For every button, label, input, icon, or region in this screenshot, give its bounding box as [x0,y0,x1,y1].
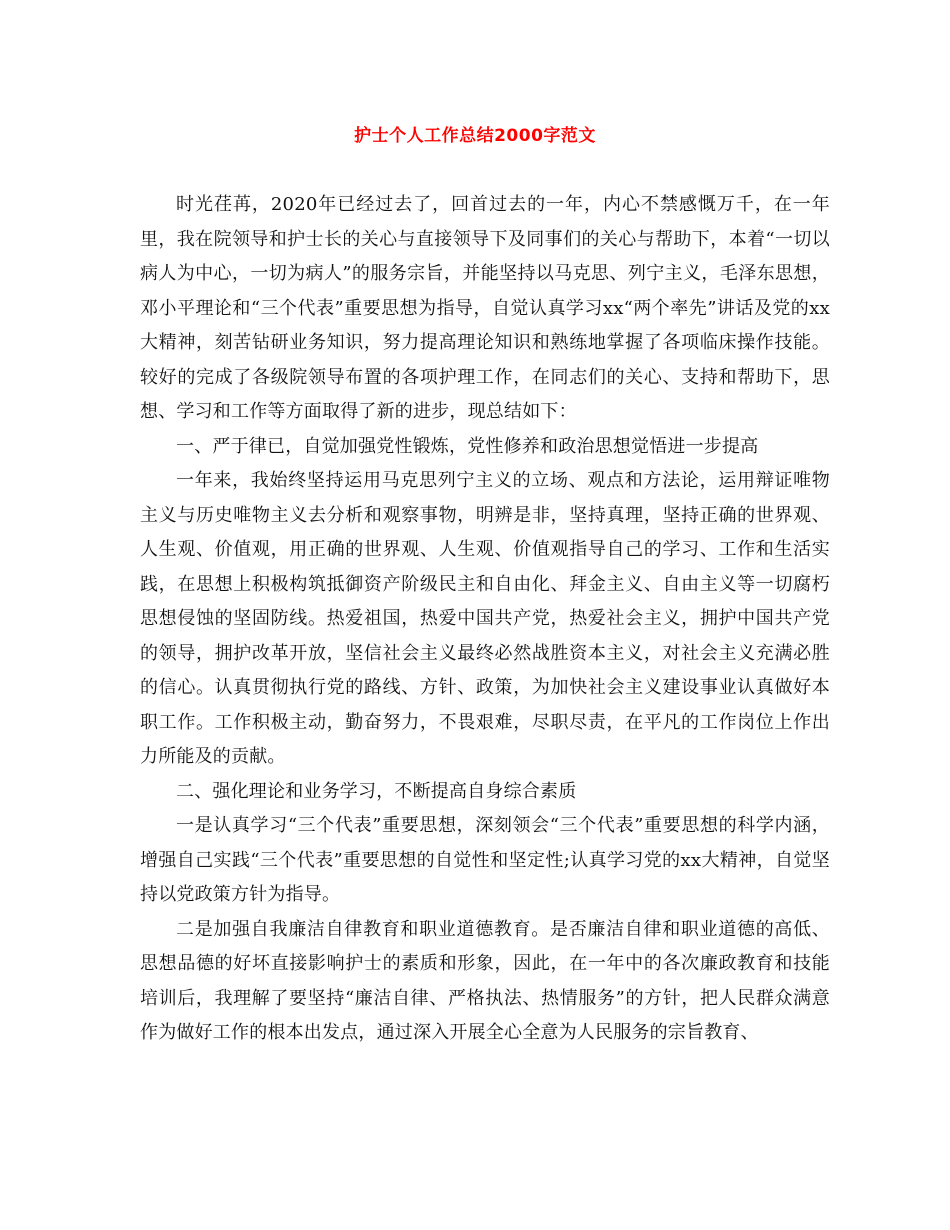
paragraph-section-1: 一年来，我始终坚持运用马克思列宁主义的立场、观点和方法论，运用辩证唯物主义与历史唯物主义去分析和观察事物，明辨是非，坚持真理，坚持正确的世界观、人生观、价值观，用正确的世界观、人生观、价值观指导自己的学习、工作和生活实践，在思想上积极构筑抵御资产阶级民主和自由化、拜金主义、自由主义等一切腐朽思想侵蚀的坚固防线。热爱祖国，热爱中国共产党，热爱社会主义，拥护中国共产党的领导，拥护改革开放，坚信社会主义最终必然战胜资本主义，对社会主义充满必胜的信心。认真贯彻执行党的路线、方针、政策，为加快社会主义建设事业认真做好本职工作。工作积极主动，勤奋努力，不畏艰难，尽职尽责，在平凡的工作岗位上作出力所能及的贡献。 [140,470,830,767]
document-body [140,188,830,1051]
paragraph-point-2: 二是加强自我廉洁自律教育和职业道德教育。是否廉洁自律和职业道德的高低、思想品德的好坏直接影响护士的素质和形象，因此，在一年中的各次廉政教育和技能培训后，我理解了要坚持“廉洁自律、严格执法、热情服务”的方针，把人民群众满意作为做好工作的根本出发点，通过深入开展全心全意为人民服务的宗旨教育、 [140,918,830,1043]
paragraph-heading-1: 一、严于律已，自觉加强党性锻炼，党性修养和政治思想觉悟进一步提高 [176,435,759,457]
paragraph-point-1: 一是认真学习“三个代表”重要思想，深刻领会“三个代表”重要思想的科学内涵，增强自己实践“三个代表”重要思想的自觉性和坚定性;认真学习党的xx大精神，自觉坚持以党政策方针为指导。 [140,815,830,905]
document-title: 护士个人工作总结2000字范文 [354,126,596,146]
paragraph-heading-2: 二、强化理论和业务学习，不断提高自身综合素质 [176,780,577,802]
paragraph-intro: 时光荏苒，2020年已经过去了，回首过去的一年，内心不禁感慨万千，在一年里，我在院领导和护士长的关心与直接领导下及同事们的关心与帮助下，本着“一切以病人为中心，一切为病人”的服务宗旨，并能坚持以马克思、列宁主义，毛泽东思想，邓小平理论和“三个代表”重要思想为指导，自觉认真学习xx“两个率先”讲话及党的xx大精神，刻苦钻研业务知识，努力提高理论知识和熟练地掌握了各项临床操作技能。较好的完成了各级院领导布置的各项护理工作，在同志们的关心、支持和帮助下，思想、学习和工作等方面取得了新的进步，现总结如下： [140,194,830,422]
